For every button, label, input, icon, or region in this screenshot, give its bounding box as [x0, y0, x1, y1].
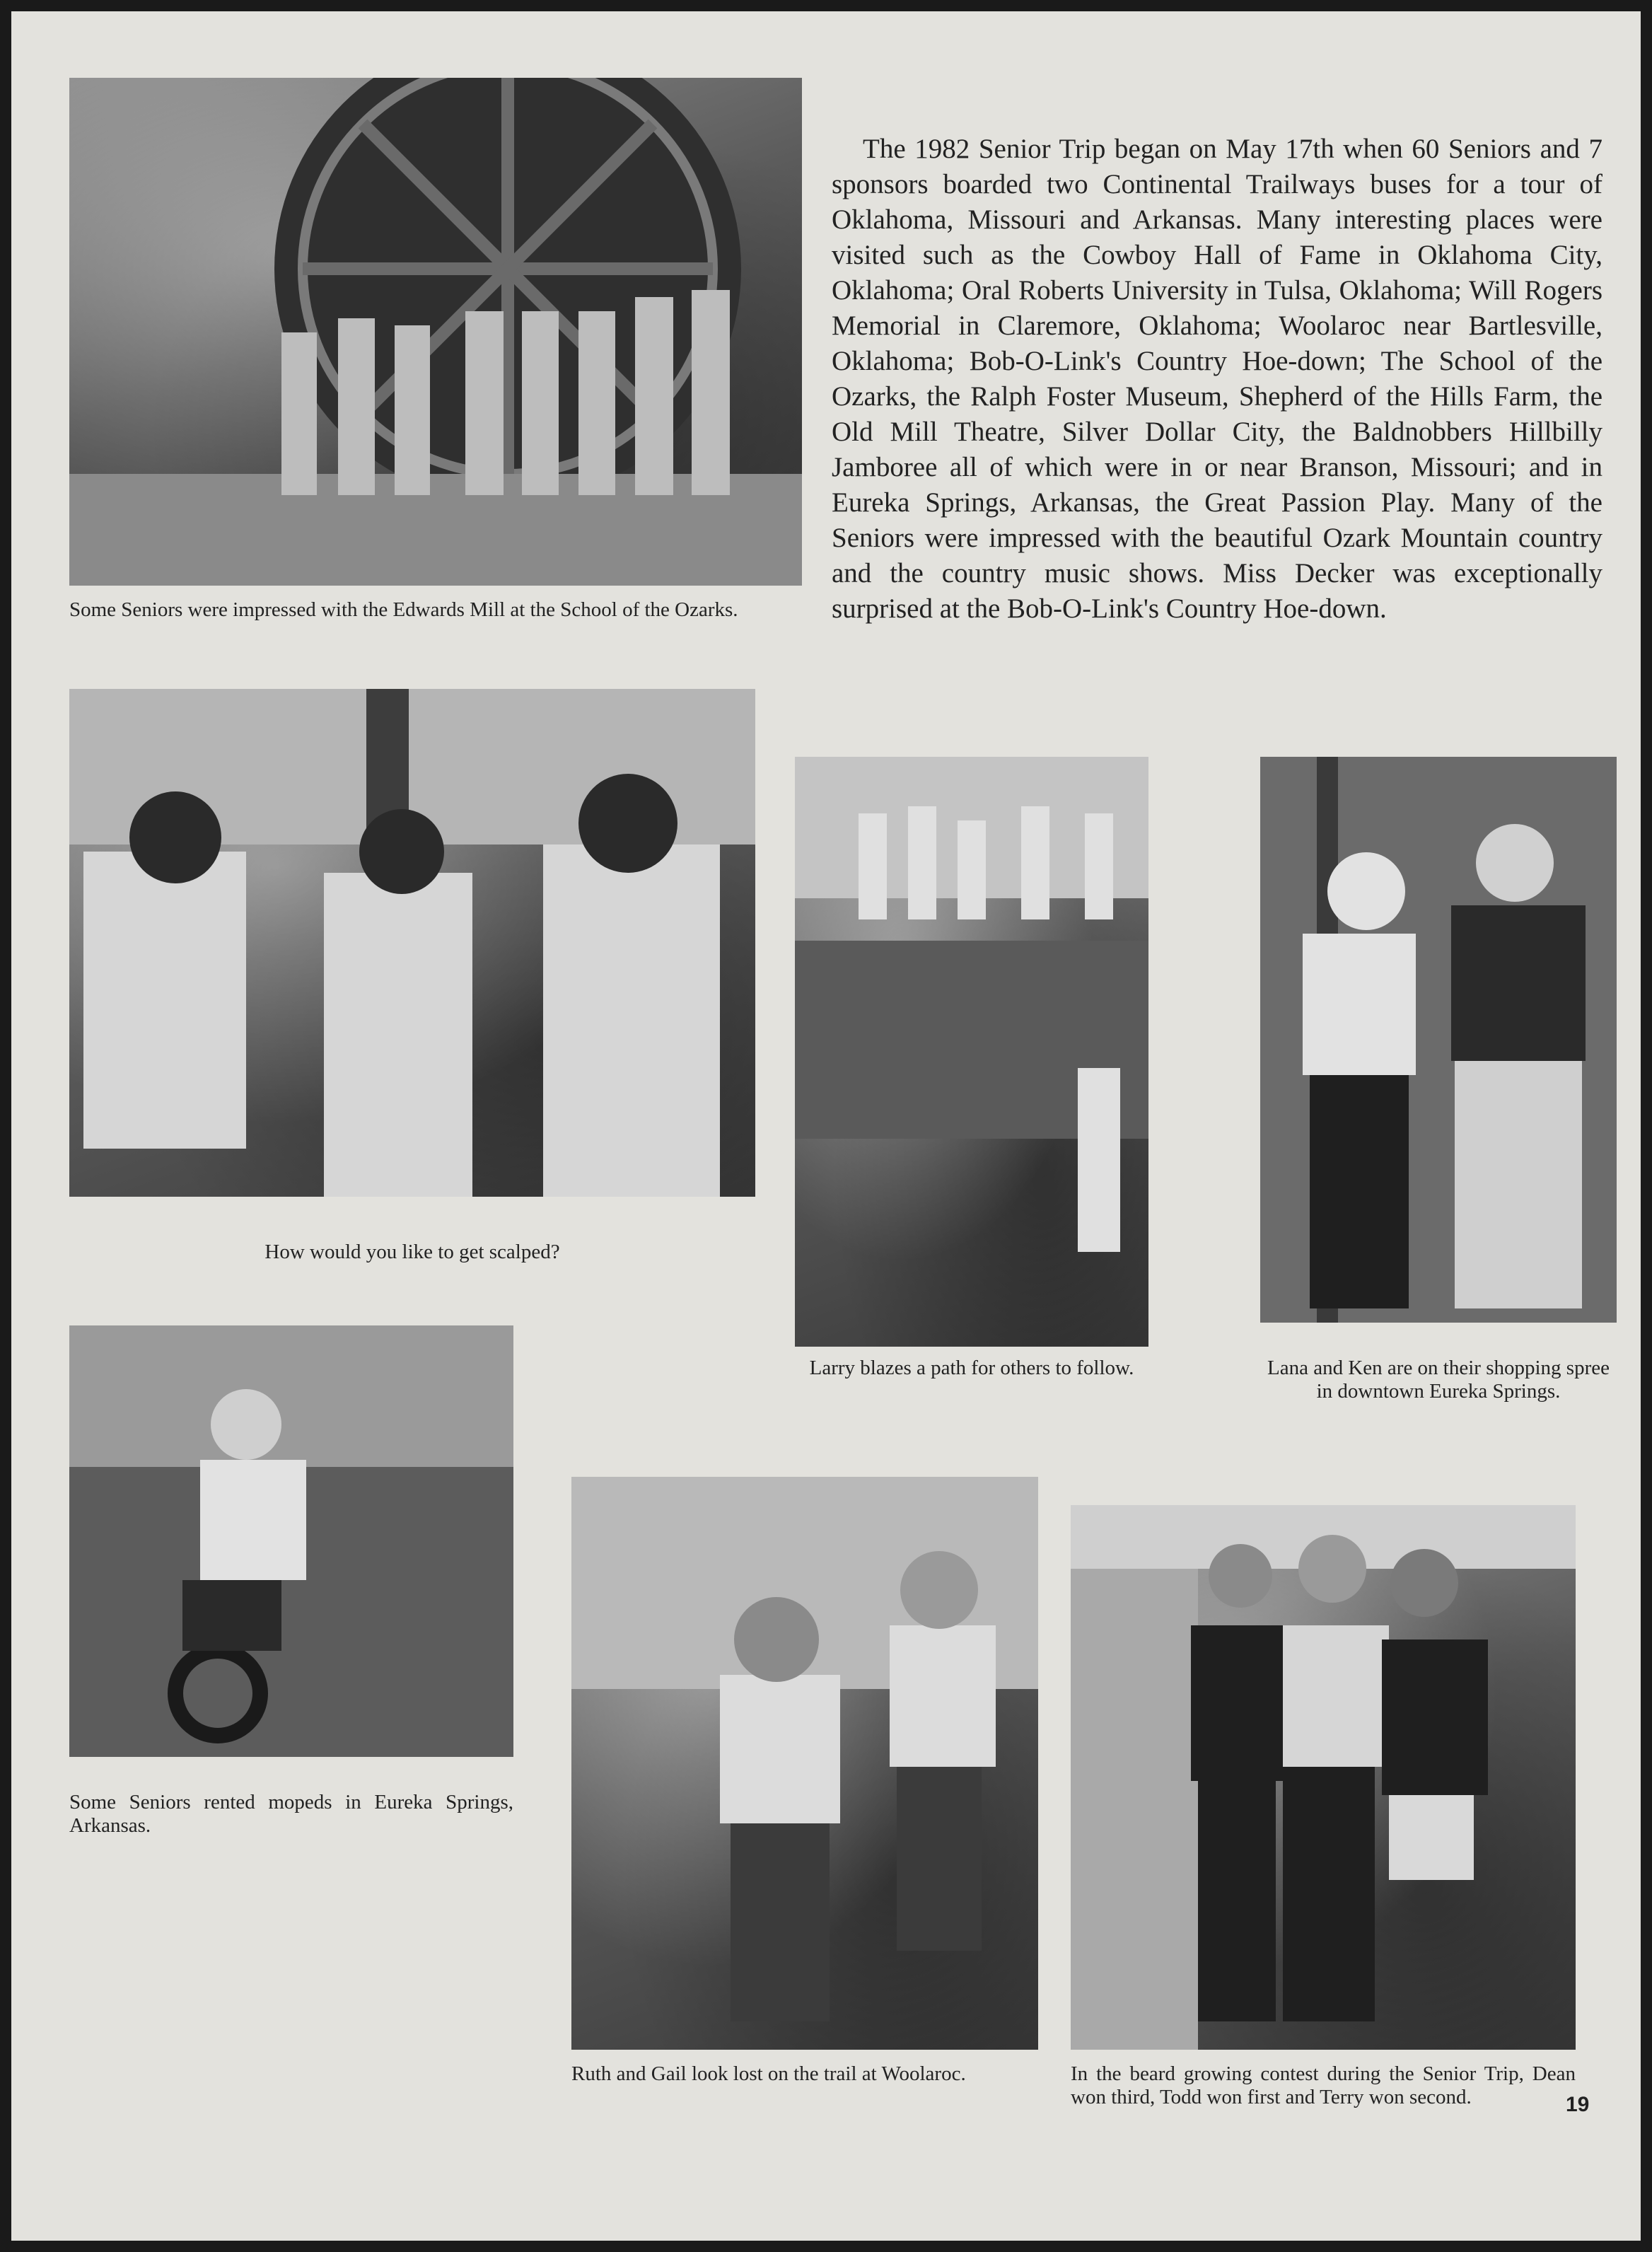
yearbook-page — [11, 11, 1641, 2241]
beard-contest-photo — [1071, 1505, 1576, 2050]
mopeds-photo — [69, 1325, 513, 1757]
page-number: 19 — [1566, 2093, 1590, 2116]
ruth-gail-photo — [571, 1477, 1038, 2050]
lana-ken-photo — [1260, 757, 1617, 1323]
lana-ken-caption: Lana and Ken are on their shopping spree in downtown Eureka Springs. — [1267, 1357, 1610, 1403]
edwards-mill-caption: Some Seniors were impressed with the Edwards Mill at the School of the Ozarks. — [69, 598, 738, 621]
ruth-gail-caption: Ruth and Gail look lost on the trail at Woolaroc. — [571, 2062, 966, 2085]
scalped-photo — [69, 689, 755, 1197]
larry-caption: Larry blazes a path for others to follow. — [809, 1357, 1134, 1379]
edwards-mill-photo — [69, 78, 802, 586]
larry-trail-photo — [795, 757, 1148, 1347]
senior-trip-article: The 1982 Senior Trip began on May 17th when 60 Seniors and 7 sponsors boarded two Continental Trailways buses for a tour of Oklahoma, Missouri and Arkansas. Many interesting places were visited such as the Cowboy Hall of Fame in Oklahoma City, Oklahoma; Oral Roberts University in Tulsa, Oklahoma; Will Rogers Memorial in Claremore, Oklahoma; Woolaroc near Bartlesville, Oklahoma; Bob-O-Link's Country Hoe-down; The School of the Ozarks, the Ralph Foster Museum, Shepherd of the Hills Farm, the Old Mill Theatre, Silver Dollar City, the Baldnobbers Hillbilly Jamboree all of which were in or near Branson, Missouri; and in Eureka Springs, Arkansas, the Great Passion Play. Many of the Seniors were impressed with the beautiful Ozark Mountain country and the country music shows. Miss Decker was exceptionally surprised at the Bob-O-Link's Country Hoe-down. — [832, 134, 1602, 624]
scalped-caption: How would you like to get scalped? — [264, 1241, 560, 1263]
mopeds-caption: Some Seniors rented mopeds in Eureka Springs, Arkansas. — [69, 1791, 513, 1837]
beard-contest-caption: In the beard growing contest during the Senior Trip, Dean won third, Todd won first and Terry won second. — [1071, 2062, 1576, 2108]
